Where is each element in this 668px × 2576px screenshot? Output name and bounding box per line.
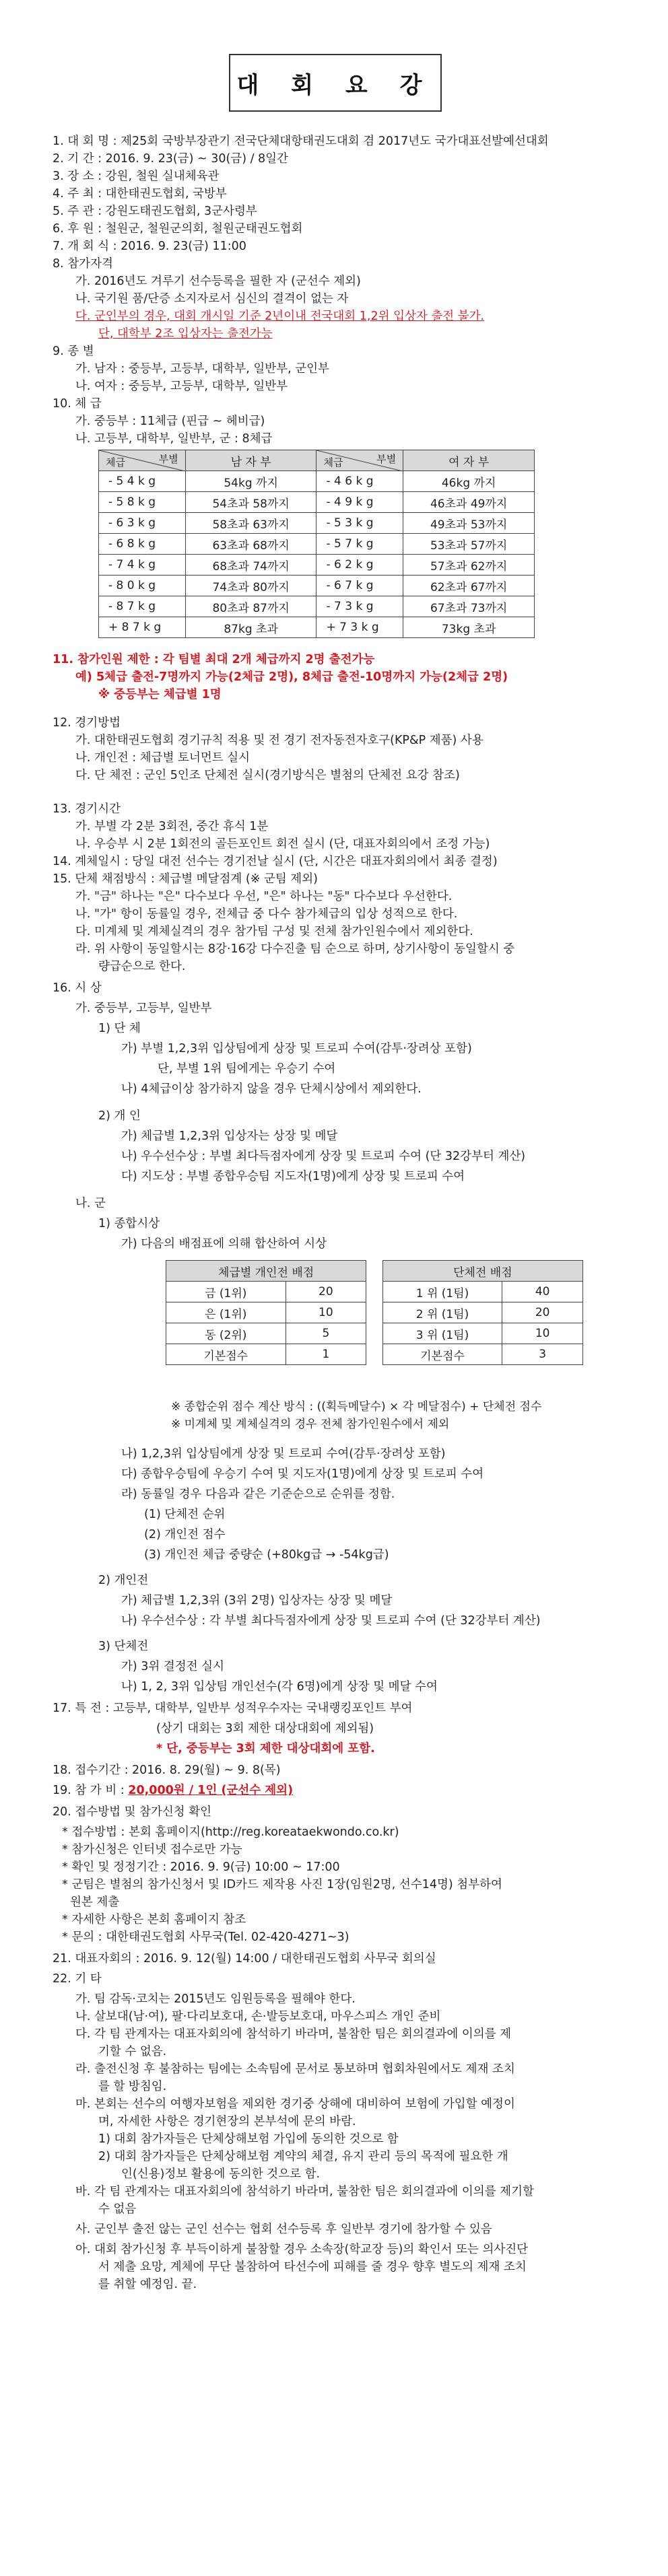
weight-class-cell: - 6 8 k g (99, 534, 186, 555)
continued-line: 수 없음 (98, 2202, 137, 2216)
continued-line: (1) 단체전 순위 (144, 1508, 226, 1521)
weight-class-cell: - 6 3 k g (99, 513, 186, 534)
item-14: 14. 계체일시 : 당일 대전 선수는 경기전날 실시 (단, 시간은 대표자회의에서 최종 결정) (53, 855, 498, 868)
continued-line: 21. 대표자회의 : 2016. 9. 12(월) 14:00 / 대한태권도협회 사무국 회의실 (53, 1952, 436, 1965)
weight-class-cell: - 6 2 k g (316, 555, 403, 576)
item-16-ga-2-na: 나) 우수선수상 : 부별 최다득점자에게 상장 및 트로피 수여 (단 32강부터 계산) (121, 1150, 526, 1163)
corner-top-label: 부별 (158, 453, 178, 465)
item-12: 12. 경기방법 (53, 716, 121, 730)
score-value-cell: 5 (286, 1323, 366, 1344)
item-16-ga: 가. 중등부, 고등부, 일반부 (75, 1002, 212, 1015)
continued-line: (상기 대회는 3회 제한 대상대회에 제외됨) (156, 1722, 374, 1735)
weight-class-cell: - 7 4 k g (99, 555, 186, 576)
weight-class-cell: - 5 8 k g (99, 492, 186, 513)
weight-range-cell: 87kg 초과 (185, 617, 316, 638)
item-16-ga-1-ga: 가) 부별 1,2,3위 입상팀에게 상장 및 트로피 수여(감투·장려상 포함) (121, 1042, 472, 1055)
score-label-cell: 3 위 (1팀) (382, 1323, 502, 1344)
score-label-cell: 기본점수 (382, 1344, 502, 1365)
weight-class-cell: - 5 4 k g (99, 471, 186, 492)
weight-range-cell: 46초과 49까지 (403, 492, 535, 513)
item-9-na: 나. 여자 : 중등부, 고등부, 대학부, 일반부 (75, 380, 288, 393)
score-value-cell: 20 (286, 1282, 366, 1302)
continued-line: 20. 접수방법 및 참가신청 확인 (53, 1805, 212, 1819)
weight-range-cell: 67초과 73까지 (403, 596, 535, 617)
continued-line: * 확인 및 정정기간 : 2016. 9. 9(금) 10:00 ~ 17:00 (62, 1860, 340, 1874)
document-title: 대 회 요 강 (229, 54, 442, 112)
continued-line: 서 제출 요망, 계체에 무단 불참하여 타선수에 피해를 줄 경우 향후 별도의 제재 조치 (98, 2260, 527, 2274)
item-11: 11. 참가인원 제한 : 각 팀별 최대 2개 체급까지 2명 출전가능 (53, 653, 375, 666)
continued-line: 가) 3위 결정전 실시 (121, 1660, 224, 1673)
item-16-ga-2-da: 다) 지도상 : 부별 종합우승팀 지도자(1명)에게 상장 및 트로피 수여 (121, 1170, 465, 1183)
item-13-na: 나. 우승부 시 2분 1회전의 골든포인트 회전 실시 (단, 대표자회의에서 조정 가능) (75, 837, 490, 851)
item-15-da: 다. 미계체 및 계체실격의 경우 참가팀 구성 및 전체 참가인원수에서 제외한다. (75, 925, 473, 938)
item-7: 7. 개 회 식 : 2016. 9. 23(금) 11:00 (53, 240, 246, 253)
score-value-cell: 1 (286, 1344, 366, 1365)
continued-line: 나. 살보대(남·여), 팔·다리보호대, 손·발등보호대, 마우스피스 개인 준비 (75, 2010, 441, 2023)
weight-class-cell: + 8 7 k g (99, 617, 186, 638)
fee-amount: 20,000원 / 1인 (군선수 제외) (128, 1784, 294, 1797)
continued-line: * 군팀은 별첨의 참가신청서 및 ID카드 제작용 사진 1장(임원2명, 선수14명) 첨부하여 (62, 1878, 502, 1891)
item-8-da-note: 단, 대학부 2조 입상자는 출전가능 (98, 327, 273, 341)
continued-line: 3) 단체전 (98, 1640, 149, 1653)
weight-range-cell: 73kg 초과 (403, 617, 535, 638)
item-6: 6. 후 원 : 철원군, 철원군의회, 철원군태권도협회 (53, 222, 303, 236)
weight-range-cell: 68초과 74까지 (185, 555, 316, 576)
corner-bottom-label: 체급 (323, 456, 343, 468)
weight-class-table (98, 450, 535, 638)
item-8: 8. 참가자격 (53, 257, 113, 271)
score-label-cell: 2 위 (1팀) (382, 1302, 502, 1323)
weight-range-cell: 58초과 63까지 (185, 513, 316, 534)
item-12-ga: 가. 대한태권도협회 경기규칙 적용 및 전 경기 전자동전자호구(KP&P 제품) 사용 (75, 734, 483, 747)
continued-line: 나) 1, 2, 3위 입상팀 개인선수(각 6명)에게 상장 및 메달 수여 (121, 1680, 438, 1694)
item-13-ga: 가. 부별 각 2분 3회전, 중간 휴식 1분 (75, 820, 269, 833)
continued-line: 를 취할 예정임. 끝. (98, 2278, 197, 2291)
score-label-cell: 금 (1위) (166, 1282, 286, 1302)
item-15-ra: 라. 위 사항이 동일할시는 8강·16강 다수진출 팀 순으로 하며, 상기사항이 동일할시 중 (75, 942, 515, 956)
weight-range-cell: 46kg 까지 (403, 471, 535, 492)
continued-line: 원본 제출 (70, 1895, 120, 1909)
continued-line: (2) 개인전 점수 (144, 1528, 226, 1541)
score-row (166, 1344, 583, 1365)
weight-range-cell: 62초과 67까지 (403, 576, 535, 596)
score-label-cell: 동 (2위) (166, 1323, 286, 1344)
continued-line: 22. 기 타 (53, 1972, 102, 1986)
continued-line: * 단, 중등부는 3회 제한 대상대회에 포함. (156, 1742, 375, 1755)
item-13: 13. 경기시간 (53, 802, 121, 816)
item-16-na-1: 1) 종합시상 (98, 1217, 160, 1230)
score-row (166, 1282, 583, 1302)
item-16-ga-1-ga-note: 단, 부별 1위 팀에게는 우승기 수여 (158, 1062, 336, 1076)
item-16-ga-1: 1) 단 체 (98, 1022, 141, 1035)
weight-class-cell: - 5 7 k g (316, 534, 403, 555)
continued-line: 사. 군인부 출전 않는 군인 선수는 협회 선수등록 후 일반부 경기에 참가할 수 있음 (75, 2223, 492, 2236)
item-10-ga: 가. 중등부 : 11체급 (핀급 ~ 헤비급) (75, 415, 265, 428)
item-3: 3. 장 소 : 강원, 철원 실내체육관 (53, 170, 220, 183)
item-15-ra-cont: 량급순으로 한다. (98, 960, 186, 973)
item-16-ga-2-ga: 가) 체급별 1,2,3위 입상자는 상장 및 메달 (121, 1129, 338, 1143)
table-gap (366, 1302, 383, 1323)
continued-line: 를 할 방침임. (98, 2080, 167, 2093)
weight-class-cell: - 8 0 k g (99, 576, 186, 596)
continued-line: 가. 팀 감독·코치는 2015년도 임원등록을 필해야 한다. (75, 1992, 356, 2006)
weight-range-cell: 49초과 53까지 (403, 513, 535, 534)
corner-top-label: 부별 (376, 453, 397, 465)
corner-bottom-label: 체급 (106, 456, 125, 468)
score-value-cell: 3 (502, 1344, 583, 1365)
female-header: 여 자 부 (403, 450, 535, 471)
continued-line: 며, 자세한 사항은 경기현장의 본부석에 문의 바람. (98, 2115, 356, 2128)
fee-label: 19. 참 가 비 : (53, 1784, 129, 1797)
item-8-ga: 가. 2016년도 겨루기 선수등록을 필한 자 (군선수 제외) (75, 275, 361, 288)
continued-line: 18. 접수기간 : 2016. 8. 29(월) ~ 9. 8(목) (53, 1764, 281, 1777)
item-4: 4. 주 최 : 대한태권도협회, 국방부 (53, 187, 227, 201)
continued-line: 가) 체급별 1,2,3위 (3위 2명) 입상자는 상장 및 메달 (121, 1594, 393, 1607)
score-value-cell: 10 (502, 1323, 583, 1344)
weight-class-cell: - 4 9 k g (316, 492, 403, 513)
score-table-body (166, 1282, 583, 1365)
continued-line: * 자세한 사항은 본회 홈페이지 참조 (62, 1913, 246, 1926)
continued-line: 17. 특 전 : 고등부, 대학부, 일반부 성적우수자는 국내랭킹포인트 부여 (53, 1702, 413, 1715)
weight-row (99, 617, 535, 638)
weight-range-cell: 57초과 62까지 (403, 555, 535, 576)
weight-row (99, 513, 535, 534)
item-16-ga-2: 2) 개 인 (98, 1109, 141, 1123)
item-10-na: 나. 고등부, 대학부, 일반부, 군 : 8체급 (75, 432, 273, 446)
score-table (166, 1260, 583, 1365)
item-9-ga: 가. 남자 : 중등부, 고등부, 대학부, 일반부, 군인부 (75, 362, 329, 376)
continued-line: 다) 종합우승팀에 우승기 수여 및 지도자(1명)에게 상장 및 트로피 수여 (121, 1467, 484, 1481)
item-8-na: 나. 국기원 품/단증 소지자로서 심신의 결격이 없는 자 (75, 292, 349, 306)
table-gap (366, 1261, 383, 1282)
weight-class-cell: - 8 7 k g (99, 596, 186, 617)
score-note-2: ※ 미계체 및 계체실격의 경우 전체 참가인원수에서 제외 (171, 1418, 450, 1431)
item-8-da: 다. 군인부의 경우, 대회 개시일 기준 2년이내 전국대회 1,2위 입상자 출전 불가. (75, 310, 485, 323)
score-label-cell: 은 (1위) (166, 1302, 286, 1323)
weight-row (99, 555, 535, 576)
item-16-na-1-ga: 가) 다음의 배점표에 의해 합산하여 시상 (121, 1237, 327, 1251)
weight-row (99, 596, 535, 617)
continued-line: (3) 개인전 체급 중량순 (+80kg급 → -54kg급) (144, 1548, 389, 1562)
continued-line: 아. 대회 참가신청 후 부득이하게 불참할 경우 소속장(학교장 등)의 확인서 또는 의사진단 (75, 2243, 529, 2256)
corner-header (99, 450, 186, 471)
item-2: 2. 기 간 : 2016. 9. 23(금) ~ 30(금) / 8일간 (53, 152, 288, 166)
continued-line: 라. 출전신청 후 불참하는 팀에는 소속팀에 문서로 통보하며 협회차원에서도 제재 조치 (75, 2062, 515, 2076)
weight-row (99, 534, 535, 555)
weight-range-cell: 63초과 68까지 (185, 534, 316, 555)
continued-line: * 참가신청은 인터넷 접수로만 가능 (62, 1843, 242, 1856)
score-value-cell: 20 (502, 1302, 583, 1323)
item-10: 10. 체 급 (53, 397, 102, 411)
continued-line: * 접수방법 : 본회 홈페이지(http://reg.koreataekwondo.co.kr) (62, 1825, 399, 1839)
weight-table-body (99, 471, 535, 638)
weight-range-cell: 54초과 58까지 (185, 492, 316, 513)
item-16: 16. 시 상 (53, 981, 102, 995)
continued-line: 라) 동률일 경우 다음과 같은 기준순으로 순위를 정함. (121, 1488, 395, 1501)
continued-line: 다. 각 팀 관계자는 대표자회의에 참석하기 바라며, 불참한 팀은 회의결과에 이의를 제 (75, 2027, 512, 2041)
weight-class-cell: - 6 7 k g (316, 576, 403, 596)
corner-header-2 (316, 450, 403, 471)
table-gap (366, 1344, 383, 1365)
continued-line: 바. 각 팀 관계자는 대표자회의에 참석하기 바라며, 불참한 팀은 회의결과에 이의를 제기할 (75, 2185, 534, 2198)
score-value-cell: 40 (502, 1282, 583, 1302)
item-5: 5. 주 관 : 강원도태권도협회, 3군사령부 (53, 205, 257, 218)
continued-line: 2) 대회 참가자들은 단체상해보험 계약의 체결, 유지 관리 등의 목적에 필요한 개 (98, 2150, 508, 2163)
weight-class-cell: + 7 3 k g (316, 617, 403, 638)
continued-line: 1) 대회 참가자들은 단체상해보험 가입에 동의한 것으로 함 (98, 2132, 399, 2146)
item-1: 1. 대 회 명 : 제25회 국방부장관기 전국단체대항태권도대회 겸 2017년도 국가대표선발예선대회 (53, 135, 549, 148)
individual-score-header: 체급별 개인전 배점 (166, 1261, 366, 1282)
weight-row (99, 471, 535, 492)
continued-line: 2) 개인전 (98, 1574, 149, 1587)
continued-line (53, 1782, 293, 1799)
score-note-1: ※ 종합순위 점수 계산 방식 : ((획득메달수) × 각 메달점수) + 단체전 점수 (171, 1400, 542, 1414)
weight-range-cell: 53초과 57까지 (403, 534, 535, 555)
score-value-cell: 10 (286, 1302, 366, 1323)
continued-line: 기할 수 없음. (98, 2045, 167, 2058)
continued-line: 나) 우수선수상 : 각 부별 최다득점자에게 상장 및 트로피 수여 (단 32강부터 계산) (121, 1614, 541, 1628)
weight-range-cell: 74초과 80까지 (185, 576, 316, 596)
item-16-ga-1-na: 나) 4체급이상 참가하지 않을 경우 단체시상에서 제외한다. (121, 1082, 422, 1096)
weight-row (99, 492, 535, 513)
item-16-na: 나. 군 (75, 1197, 106, 1210)
item-15: 15. 단체 채점방식 : 체급별 메달점계 (※ 군팀 제외) (53, 872, 318, 886)
male-header: 남 자 부 (185, 450, 316, 471)
weight-row (99, 576, 535, 596)
weight-class-cell: - 7 3 k g (316, 596, 403, 617)
score-label-cell: 1 위 (1팀) (382, 1282, 502, 1302)
team-score-header: 단체전 배점 (382, 1261, 582, 1282)
continued-line: 마. 본회는 선수의 여행자보험을 제외한 경기중 상해에 대비하여 보험에 가입할 예정이 (75, 2097, 515, 2111)
weight-class-cell: - 5 3 k g (316, 513, 403, 534)
continued-line: 나) 1,2,3위 입상팀에게 상장 및 트로피 수여(감투·장려상 포함) (121, 1447, 446, 1461)
weight-range-cell: 54kg 까지 (185, 471, 316, 492)
score-label-cell: 기본점수 (166, 1344, 286, 1365)
item-12-na: 나. 개인전 : 체급별 토너먼트 실시 (75, 751, 250, 765)
item-11-example: 예) 5체급 출전-7명까지 가능(2체급 2명), 8체급 출전-10명까지 가능(2체급 2명) (75, 670, 508, 684)
table-gap (366, 1323, 383, 1344)
item-9: 9. 종 별 (53, 345, 94, 358)
score-row (166, 1323, 583, 1344)
table-gap (366, 1282, 383, 1302)
item-12-da: 다. 단 체전 : 군인 5인조 단체전 실시(경기방식은 별첨의 단체전 요강 참조) (75, 769, 460, 782)
item-15-ga: 가. "금" 하나는 "은" 다수보다 우선, "은" 하나는 "동" 다수보다 우선한다. (75, 890, 453, 903)
continued-line: * 문의 : 대한태권도협회 사무국(Tel. 02-420-4271~3) (62, 1930, 349, 1944)
item-11-note: ※ 중등부는 체급별 1명 (98, 688, 222, 701)
item-15-na: 나. "가" 항이 동률일 경우, 전체급 중 다수 참가체급의 입상 성적으로 한다. (75, 907, 458, 921)
continued-line: 인(신용)정보 활용에 동의한 것으로 함. (121, 2167, 321, 2181)
score-row (166, 1302, 583, 1323)
weight-range-cell: 80초과 87까지 (185, 596, 316, 617)
weight-class-cell: - 4 6 k g (316, 471, 403, 492)
